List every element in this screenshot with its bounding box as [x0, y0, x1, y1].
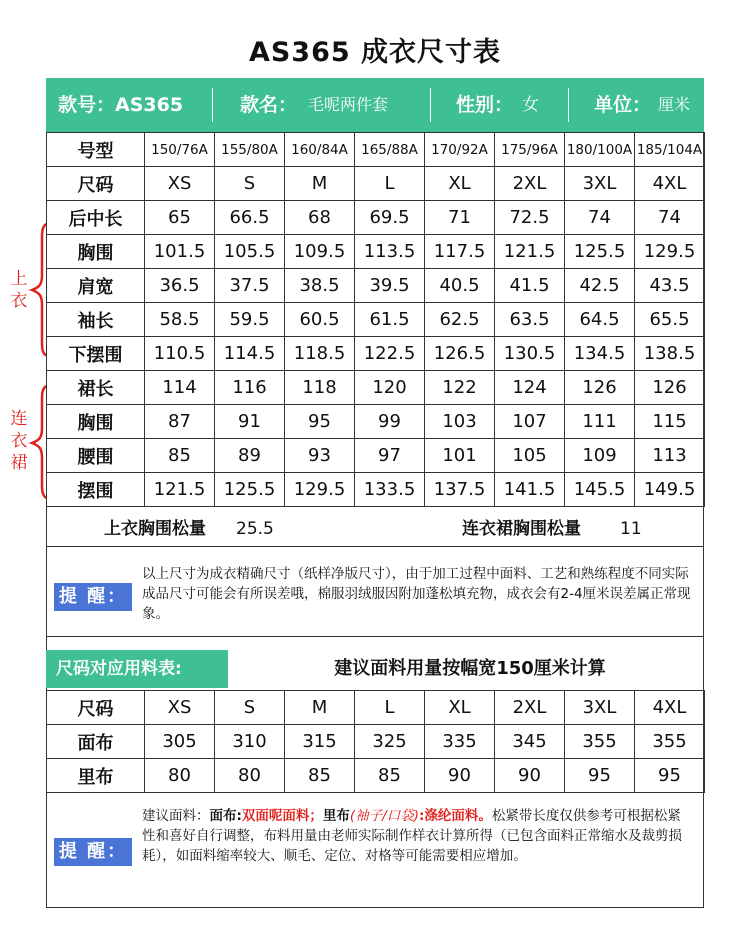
table-cell: 355 [635, 725, 705, 759]
table-cell: 85 [145, 439, 215, 473]
table-cell: 109.5 [285, 235, 355, 269]
table-cell: 118.5 [285, 337, 355, 371]
table-cell: 137.5 [425, 473, 495, 507]
table-cell: 325 [355, 725, 425, 759]
table-cell: 85 [355, 759, 425, 793]
table-cell: 80 [145, 759, 215, 793]
divider [46, 636, 704, 637]
table-cell: 58.5 [145, 303, 215, 337]
table-cell: 103 [425, 405, 495, 439]
table-cell: 2XL [495, 691, 565, 725]
table-cell: 71 [425, 201, 495, 235]
row-label: 裙长 [47, 371, 145, 405]
table-cell: XL [425, 691, 495, 725]
table-cell: 113.5 [355, 235, 425, 269]
fabric-table-heading: 尺码对应用料表: [46, 650, 228, 688]
table-cell: XS [145, 167, 215, 201]
table-cell: 150/76A [145, 133, 215, 167]
row-label: 胸围 [47, 235, 145, 269]
table-cell: 110.5 [145, 337, 215, 371]
table-cell: 64.5 [565, 303, 635, 337]
table-cell: 59.5 [215, 303, 285, 337]
table-cell: 125.5 [215, 473, 285, 507]
table-cell: 134.5 [565, 337, 635, 371]
table-cell: 65 [145, 201, 215, 235]
table-cell: 65.5 [635, 303, 705, 337]
style-code: 款号：AS365 [58, 94, 184, 116]
table-cell: 97 [355, 439, 425, 473]
table-cell: 80 [215, 759, 285, 793]
table-row [47, 337, 705, 371]
dress-bracket [32, 384, 46, 500]
table-cell: 3XL [565, 691, 635, 725]
table-cell: S [215, 691, 285, 725]
divider [46, 546, 704, 547]
table-row [47, 201, 705, 235]
table-cell: 121.5 [495, 235, 565, 269]
top-ease-label: 上衣胸围松量 [104, 519, 206, 539]
header-divider [430, 88, 431, 122]
table-cell: 43.5 [635, 269, 705, 303]
size-row [47, 167, 705, 201]
table-cell: 4XL [635, 167, 705, 201]
row-label: 后中长 [47, 201, 145, 235]
table-cell: 85 [285, 759, 355, 793]
page-title: AS365 成衣尺寸表 [248, 37, 502, 68]
table-cell: 66.5 [215, 201, 285, 235]
top-ease-value: 25.5 [236, 519, 274, 539]
table-cell: 107 [495, 405, 565, 439]
table-cell: 305 [145, 725, 215, 759]
reminder-text: 以上尺寸为成衣精确尺寸（纸样净版尺寸），由于加工过程中面料、工艺和熟练程度不同实际成品尺寸可能会有所误差哦，棉服羽绒服因附加蓬松填充物，成衣会有2-4厘米误差属正常现象。 [142, 566, 691, 622]
table-cell: 60.5 [285, 303, 355, 337]
row-label: 尺码 [47, 167, 145, 201]
table-cell: L [355, 691, 425, 725]
table-cell: 117.5 [425, 235, 495, 269]
reminder-badge: 提 醒： [54, 838, 132, 866]
table-cell: 36.5 [145, 269, 215, 303]
table-cell: 4XL [635, 691, 705, 725]
top-group-label: 上衣 [10, 269, 28, 311]
table-row [47, 473, 705, 507]
table-cell: 95 [565, 759, 635, 793]
table-cell: 115 [635, 405, 705, 439]
table-row [47, 303, 705, 337]
table-cell: 180/100A [565, 133, 635, 167]
table-cell: 37.5 [215, 269, 285, 303]
table-cell: 149.5 [635, 473, 705, 507]
table-cell: 74 [635, 201, 705, 235]
table-row [47, 235, 705, 269]
table-cell: 105 [495, 439, 565, 473]
table-cell: 99 [355, 405, 425, 439]
size-table [46, 132, 705, 507]
table-cell: 345 [495, 725, 565, 759]
table-cell: 69.5 [355, 201, 425, 235]
table-cell: 109 [565, 439, 635, 473]
row-label: 下摆围 [47, 337, 145, 371]
table-cell: 3XL [565, 167, 635, 201]
table-cell: 39.5 [355, 269, 425, 303]
unit-value: 厘米 [658, 95, 691, 114]
table-cell: 111 [565, 405, 635, 439]
table-cell: 101.5 [145, 235, 215, 269]
table-cell: XL [425, 167, 495, 201]
dress-ease-value: 11 [620, 519, 642, 539]
table-cell: 2XL [495, 167, 565, 201]
header-divider [212, 88, 213, 122]
table-cell: 310 [215, 725, 285, 759]
table-cell: 124 [495, 371, 565, 405]
table-cell: 95 [635, 759, 705, 793]
table-row [47, 759, 705, 793]
table-cell: 90 [495, 759, 565, 793]
table-row [47, 439, 705, 473]
table-cell: 165/88A [355, 133, 425, 167]
style-name-label: 款名： [240, 94, 298, 116]
row-label: 肩宽 [47, 269, 145, 303]
table-cell: 122.5 [355, 337, 425, 371]
table-cell: 138.5 [635, 337, 705, 371]
row-label: 胸围 [47, 405, 145, 439]
table-cell: 95 [285, 405, 355, 439]
table-cell: 91 [215, 405, 285, 439]
table-cell: 114.5 [215, 337, 285, 371]
table-cell: 113 [635, 439, 705, 473]
gender-value: 女 [522, 95, 539, 115]
table-cell: 41.5 [495, 269, 565, 303]
table-cell: 120 [355, 371, 425, 405]
header-divider [568, 88, 569, 122]
table-cell: 185/104A [635, 133, 705, 167]
dress-group-label: 连衣裙 [10, 409, 28, 473]
table-cell: L [355, 167, 425, 201]
row-label: 号型 [47, 133, 145, 167]
table-cell: 68 [285, 201, 355, 235]
table-cell: 87 [145, 405, 215, 439]
table-cell: 315 [285, 725, 355, 759]
top-bracket [32, 222, 46, 357]
style-name-value: 毛呢两件套 [308, 95, 389, 114]
table-cell: 155/80A [215, 133, 285, 167]
table-cell: 335 [425, 725, 495, 759]
table-cell: 126 [635, 371, 705, 405]
table-cell: 62.5 [425, 303, 495, 337]
row-label: 腰围 [47, 439, 145, 473]
row-label: 面布 [47, 725, 145, 759]
table-cell: 170/92A [425, 133, 495, 167]
fabric-table-subtitle: 建议面料用量按幅宽150厘米计算 [334, 658, 606, 679]
row-label: 尺码 [47, 691, 145, 725]
table-row [47, 725, 705, 759]
unit-label: 单位： [594, 94, 652, 116]
table-cell: 355 [565, 725, 635, 759]
table-cell: 90 [425, 759, 495, 793]
table-cell: 175/96A [495, 133, 565, 167]
table-cell: 118 [285, 371, 355, 405]
table-cell: 122 [425, 371, 495, 405]
table-cell: 42.5 [565, 269, 635, 303]
table-cell: S [215, 167, 285, 201]
table-cell: 105.5 [215, 235, 285, 269]
fabric-table [46, 690, 705, 793]
table-row [47, 371, 705, 405]
table-cell: XS [145, 691, 215, 725]
group-brackets [0, 0, 46, 926]
model-row [47, 133, 705, 167]
table-cell: 72.5 [495, 201, 565, 235]
table-cell: 38.5 [285, 269, 355, 303]
table-cell: 133.5 [355, 473, 425, 507]
material-note: 建议面料：面布:双面呢面料；里布(袖子/口袋):涤纶面料。松紧带长度仅供参考可根据松紧性和喜好自行调整，布料用量由老师实际制作样衣计算所得（已包含面料正常缩水及裁剪损耗），如面料缩率较大、顺毛、定位、对格等可能需要相应增加。 [142, 808, 682, 864]
table-row [47, 269, 705, 303]
reminder-badge: 提 醒： [54, 583, 132, 611]
row-label: 摆围 [47, 473, 145, 507]
table-cell: 145.5 [565, 473, 635, 507]
table-cell: 129.5 [635, 235, 705, 269]
table-cell: 40.5 [425, 269, 495, 303]
table-cell: 93 [285, 439, 355, 473]
table-cell: 116 [215, 371, 285, 405]
size-row [47, 691, 705, 725]
table-cell: 126.5 [425, 337, 495, 371]
table-cell: 126 [565, 371, 635, 405]
table-cell: M [285, 167, 355, 201]
table-cell: 89 [215, 439, 285, 473]
table-cell: M [285, 691, 355, 725]
table-cell: 121.5 [145, 473, 215, 507]
table-cell: 141.5 [495, 473, 565, 507]
table-cell: 129.5 [285, 473, 355, 507]
table-cell: 74 [565, 201, 635, 235]
table-cell: 160/84A [285, 133, 355, 167]
row-label: 袖长 [47, 303, 145, 337]
table-cell: 61.5 [355, 303, 425, 337]
table-cell: 130.5 [495, 337, 565, 371]
table-row [47, 405, 705, 439]
table-cell: 114 [145, 371, 215, 405]
header-band [46, 78, 704, 132]
gender-label: 性别： [456, 94, 514, 116]
table-cell: 63.5 [495, 303, 565, 337]
table-cell: 101 [425, 439, 495, 473]
row-label: 里布 [47, 759, 145, 793]
table-cell: 125.5 [565, 235, 635, 269]
dress-ease-label: 连衣裙胸围松量 [462, 519, 581, 539]
